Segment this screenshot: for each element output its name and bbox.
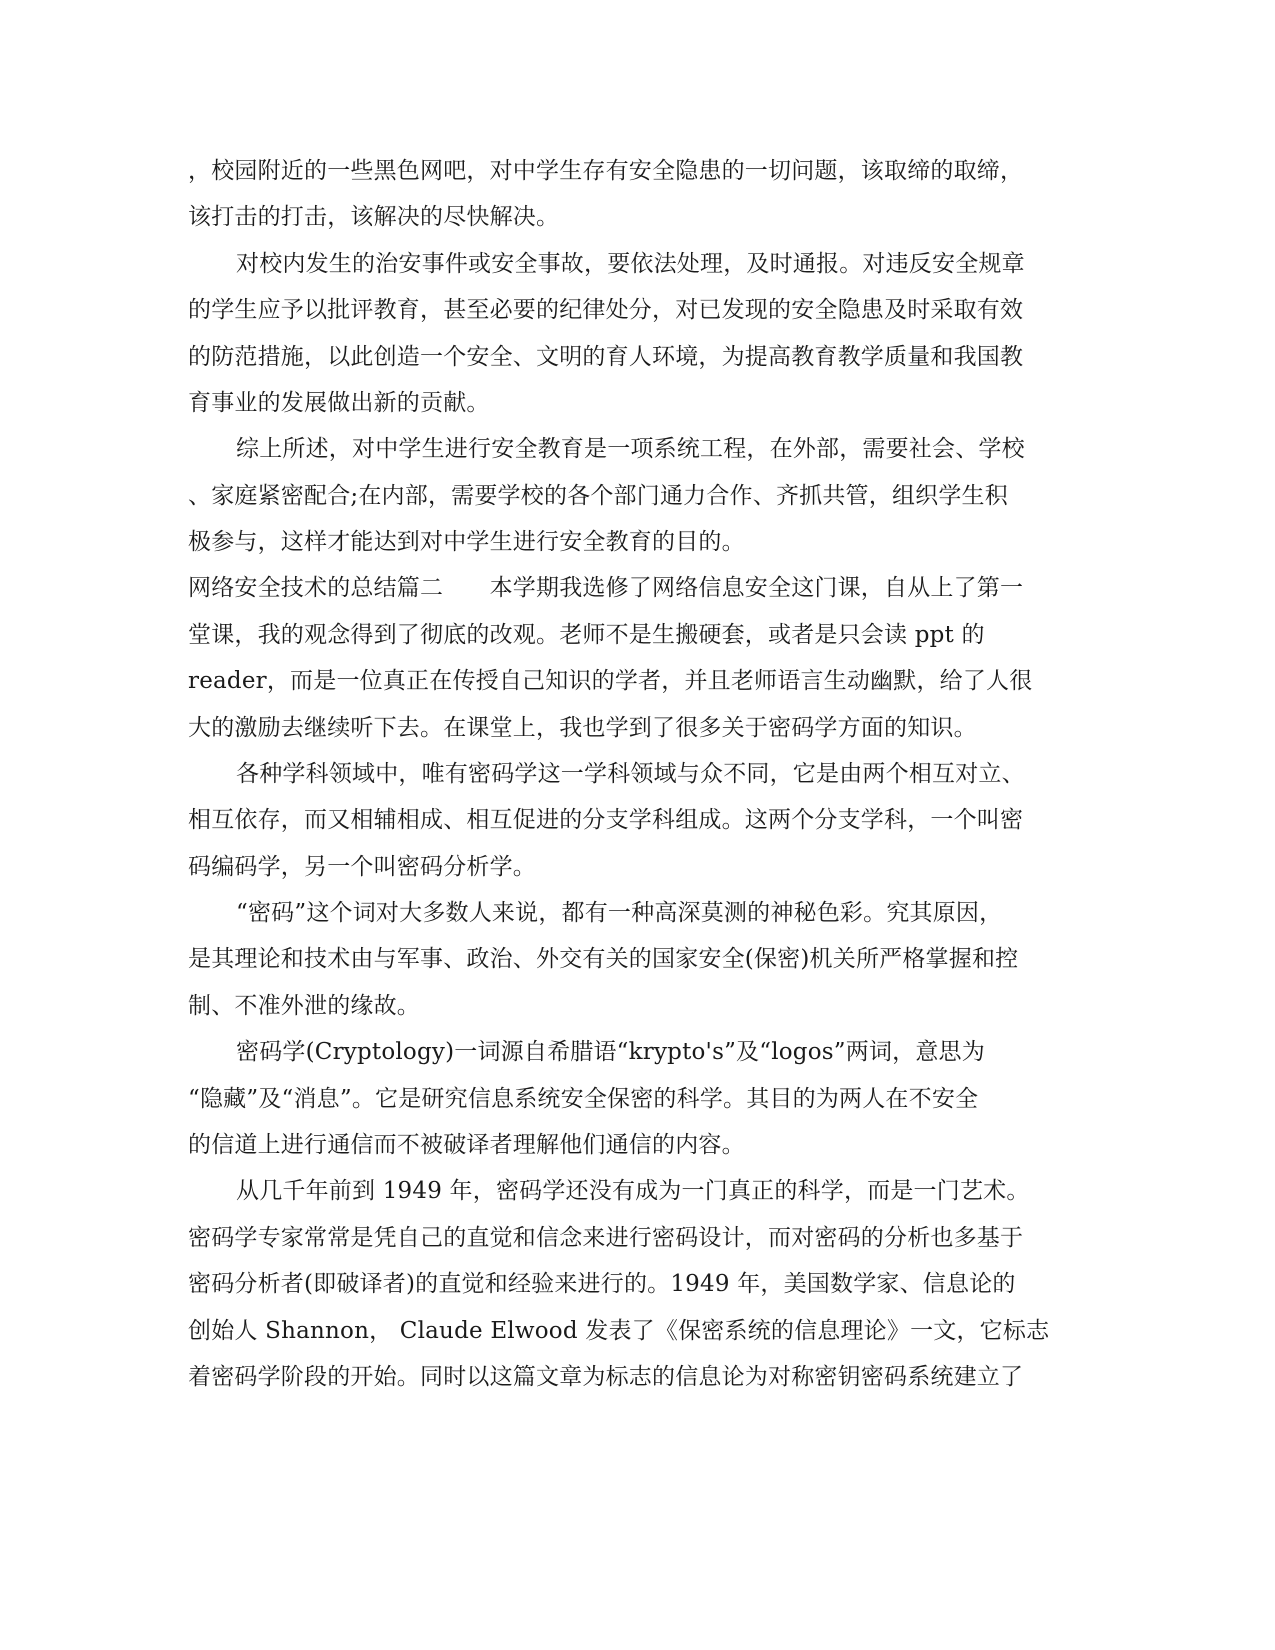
paragraph-start-line: 综上所述，对中学生进行安全教育是一项系统工程，在外部，需要社会、学校 xyxy=(236,436,1025,462)
paragraph-start-line: “密码”这个词对大多数人来说，都有一种高深莫测的神秘色彩。究其原因， xyxy=(236,900,1003,926)
text-line: 相互依存，而又相辅相成、相互促进的分支学科组成。这两个分支学科，一个叫密 xyxy=(188,807,1024,833)
text-line: “隐藏”及“消息”。它是研究信息系统安全保密的科学。其目的为两人在不安全 xyxy=(188,1086,979,1112)
text-line: 、家庭紧密配合;在内部，需要学校的各个部门通力合作、齐抓共管，组织学生积 xyxy=(188,483,1008,509)
text-line: 堂课，我的观念得到了彻底的改观。老师不是生搬硬套，或者是只会读 ppt 的 xyxy=(188,622,985,648)
text-line: 的防范措施，以此创造一个安全、文明的育人环境，为提高教育教学质量和我国教 xyxy=(188,344,1024,370)
text-line: 密码分析者(即破译者)的直觉和经验来进行的。1949 年，美国数学家、信息论的 xyxy=(188,1271,1016,1297)
text-line: 的信道上进行通信而不被破译者理解他们通信的内容。 xyxy=(188,1132,745,1158)
section-heading-line: 网络安全技术的总结篇二 本学期我选修了网络信息安全这门课，自从上了第一 xyxy=(188,575,1024,601)
text-line: 是其理论和技术由与军事、政治、外交有关的国家安全(保密)机关所严格掌握和控 xyxy=(188,946,1019,972)
text-line: 极参与，这样才能达到对中学生进行安全教育的目的。 xyxy=(188,529,745,555)
text-line: 制、不准外泄的缘故。 xyxy=(188,993,420,1019)
text-line: reader，而是一位真正在传授自己知识的学者，并且老师语言生动幽默，给了人很 xyxy=(188,668,1033,694)
paragraph-start-line: 各种学科领域中，唯有密码学这一学科领域与众不同，它是由两个相互对立、 xyxy=(236,761,1025,787)
text-line: 大的激励去继续听下去。在课堂上，我也学到了很多关于密码学方面的知识。 xyxy=(188,715,977,741)
paragraph-start-line: 对校内发生的治安事件或安全事故，要依法处理，及时通报。对违反安全规章 xyxy=(236,251,1025,277)
text-line: 创始人 Shannon， Claude Elwood 发表了《保密系统的信息理论》一文，它标志 xyxy=(188,1318,1050,1344)
text-line: 着密码学阶段的开始。同时以这篇文章为标志的信息论为对称密钥密码系统建立了 xyxy=(188,1364,1024,1390)
text-line: 的学生应予以批评教育，甚至必要的纪律处分，对已发现的安全隐患及时采取有效 xyxy=(188,297,1024,323)
text-line: ，校园附近的一些黑色网吧，对中学生存有安全隐患的一切问题，该取缔的取缔， xyxy=(188,158,1024,184)
text-line: 密码学专家常常是凭自己的直觉和信念来进行密码设计，而对密码的分析也多基于 xyxy=(188,1225,1024,1251)
text-line: 育事业的发展做出新的贡献。 xyxy=(188,390,490,416)
text-line: 码编码学，另一个叫密码分析学。 xyxy=(188,854,536,880)
paragraph-start-line: 密码学(Cryptology)一词源自希腊语“krypto's”及“logos”两词，意思为 xyxy=(236,1039,985,1065)
text-line: 该打击的打击，该解决的尽快解决。 xyxy=(188,204,560,230)
paragraph-start-line: 从几千年前到 1949 年，密码学还没有成为一门真正的科学，而是一门艺术。 xyxy=(236,1178,1030,1204)
